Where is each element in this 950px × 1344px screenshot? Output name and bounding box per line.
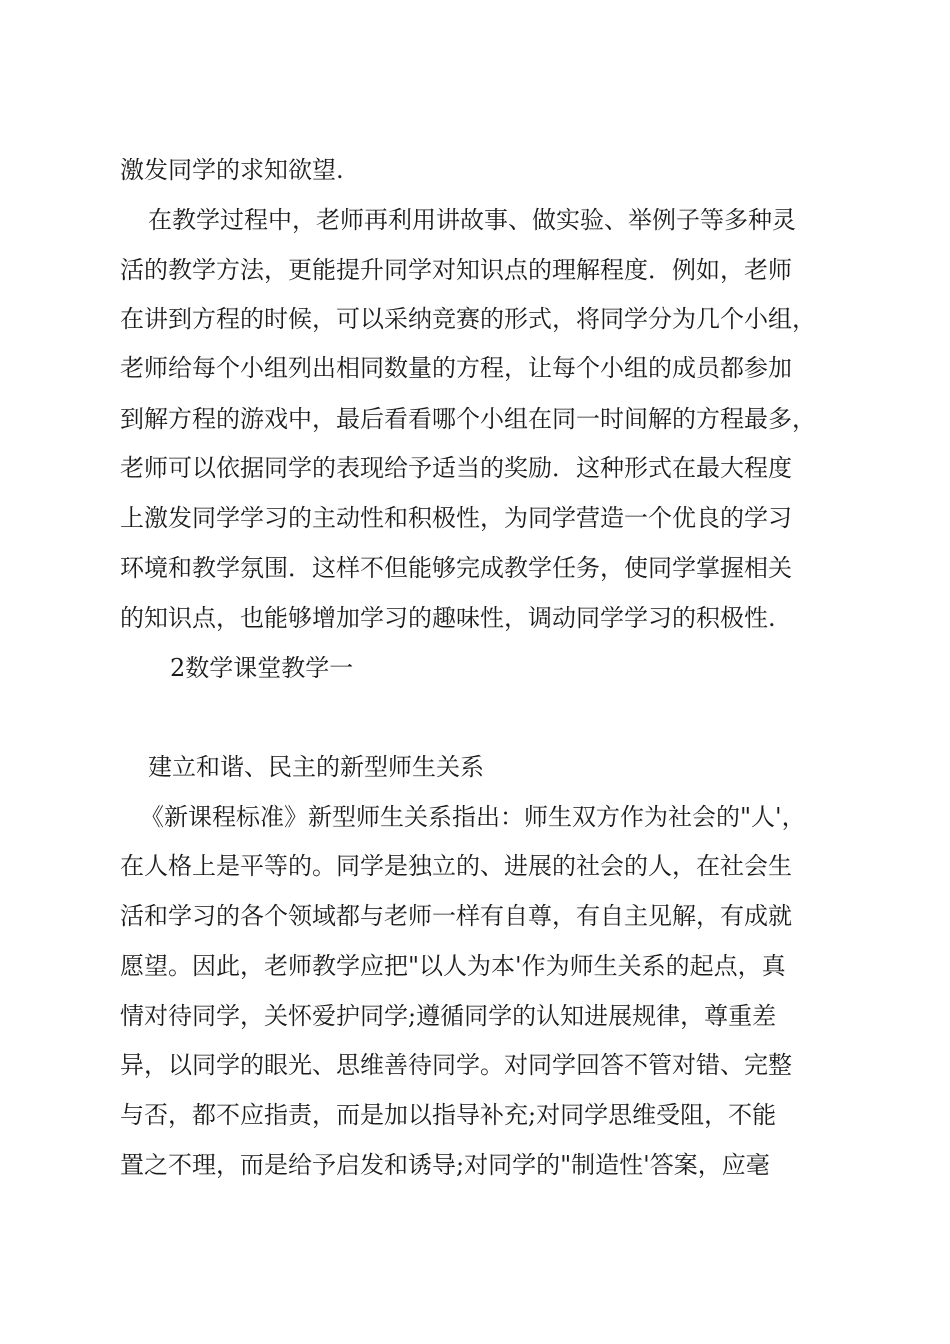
paragraph-line: 环境和教学氛围．这样不但能够完成教学任务，使同学掌握相关 xyxy=(120,554,792,582)
subsection-heading: 建立和谐、民主的新型师生关系 xyxy=(148,753,484,781)
paragraph-line: 与否，都不应指责，而是加以指导补充;对同学思维受阻，不能 xyxy=(120,1101,777,1129)
paragraph-line: 到解方程的游戏中，最后看看哪个小组在同一时间解的方程最多， xyxy=(120,405,816,433)
paragraph-line: 愿望。因此，老师教学应把"以人为本'作为师生关系的起点，真 xyxy=(120,952,786,980)
paragraph-line: 上激发同学学习的主动性和积极性，为同学营造一个优良的学习 xyxy=(120,504,792,532)
section-heading: 2数学课堂教学一 xyxy=(170,654,354,682)
paragraph-line: 异，以同学的眼光、思维善待同学。对同学回答不管对错、完整 xyxy=(120,1051,792,1079)
paragraph-line: 情对待同学，关怀爱护同学;遵循同学的认知进展规律，尊重差 xyxy=(120,1002,777,1030)
paragraph-line: 激发同学的求知欲望. xyxy=(120,156,344,184)
paragraph-line: 活的教学方法，更能提升同学对知识点的理解程度．例如，老师 xyxy=(120,256,792,284)
paragraph-line: 活和学习的各个领域都与老师一样有自尊，有自主见解，有成就 xyxy=(120,902,792,930)
paragraph-line: 在人格上是平等的。同学是独立的、进展的社会的人，在社会生 xyxy=(120,852,792,880)
paragraph-line: 在讲到方程的时候，可以采纳竞赛的形式，将同学分为几个小组， xyxy=(120,305,816,333)
paragraph-line: 的知识点，也能够增加学习的趣味性，调动同学学习的积极性. xyxy=(120,604,776,632)
paragraph-line: 老师可以依据同学的表现给予适当的奖励．这种形式在最大程度 xyxy=(120,454,792,482)
paragraph-line: 在教学过程中，老师再利用讲故事、做实验、举例子等多种灵 xyxy=(148,206,796,234)
paragraph-line: 老师给每个小组列出相同数量的方程，让每个小组的成员都参加 xyxy=(120,354,792,382)
paragraph-line: 《新课程标准》新型师生关系指出：师生双方作为社会的"人'， xyxy=(140,803,806,831)
paragraph-line: 置之不理，而是给予启发和诱导;对同学的"制造性'答案，应毫 xyxy=(120,1151,770,1179)
